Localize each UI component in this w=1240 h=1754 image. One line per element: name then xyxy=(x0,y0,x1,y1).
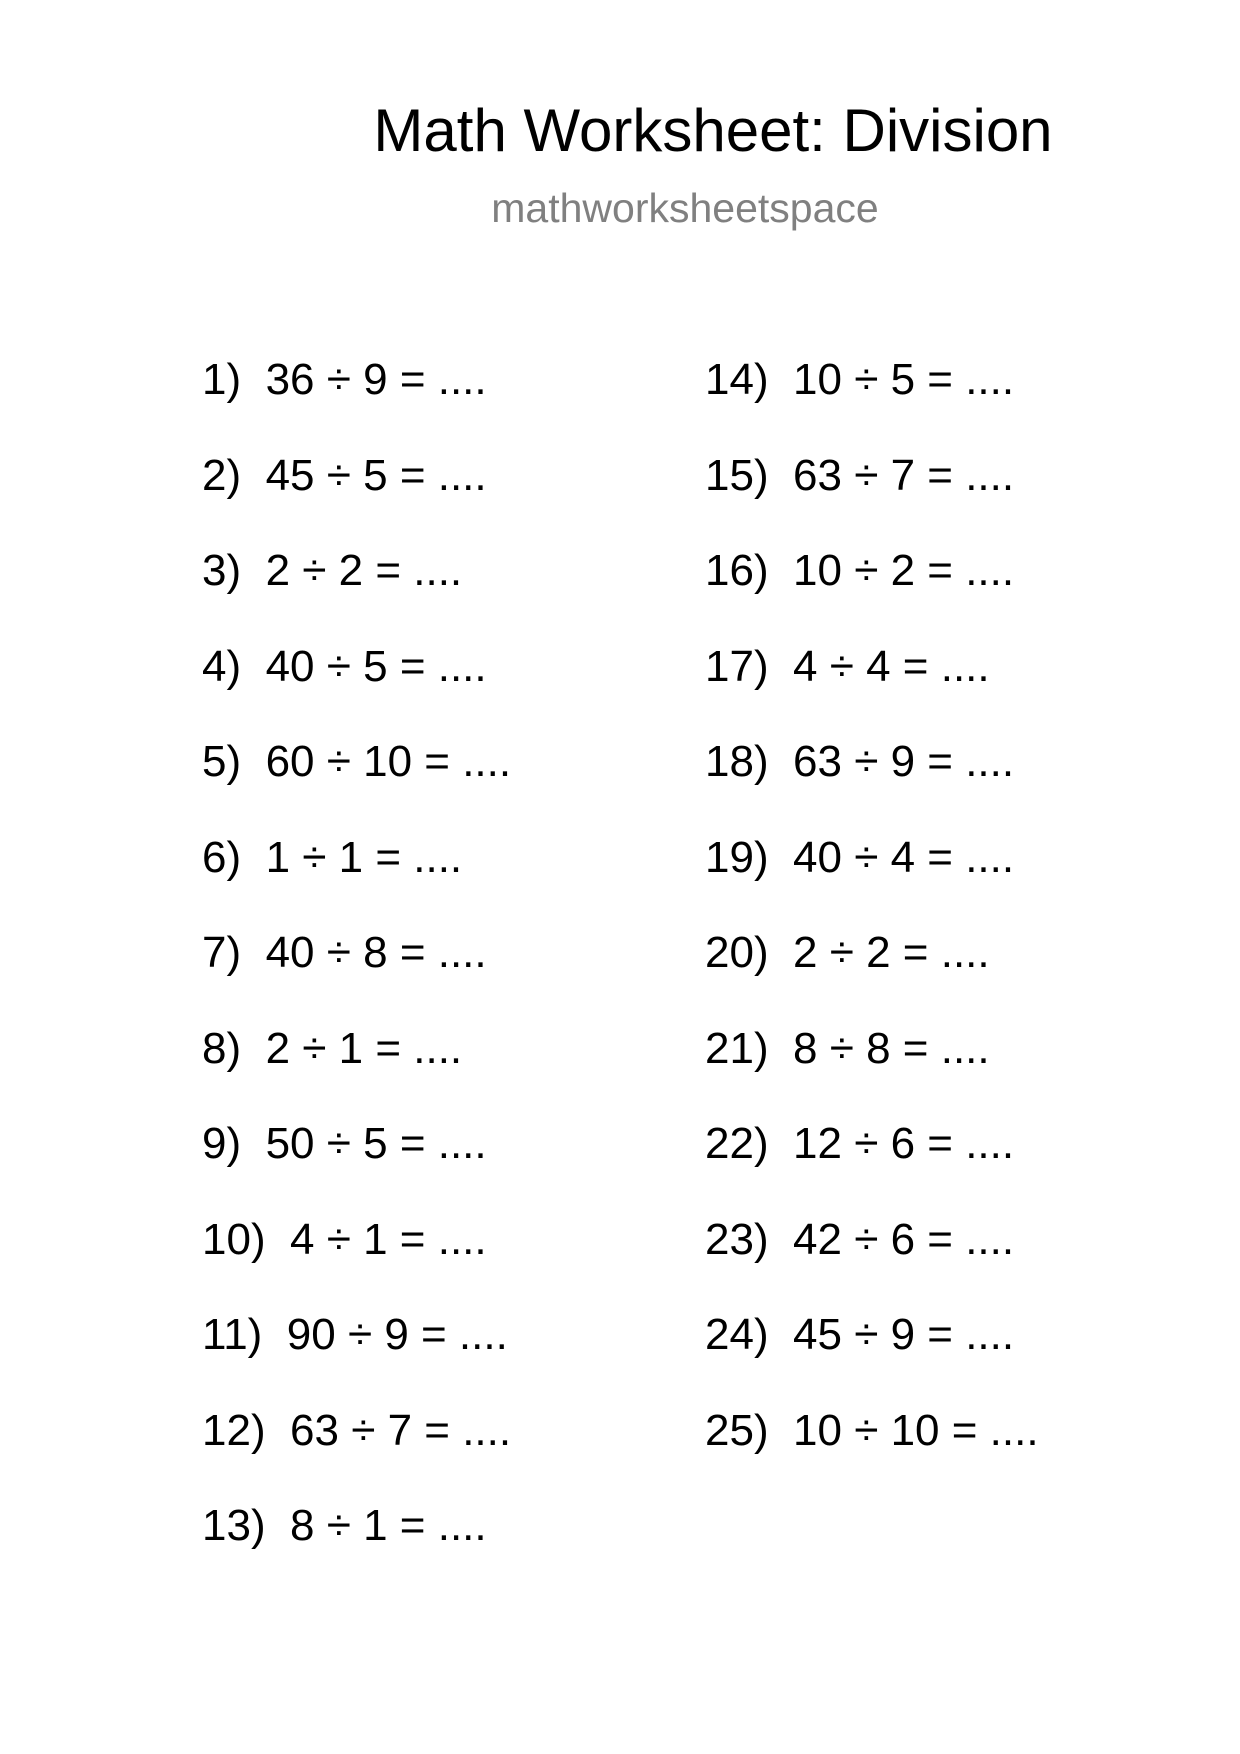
problem-25 xyxy=(705,1403,1039,1499)
problem-number: 22) xyxy=(705,1119,769,1168)
problem-number: 1) xyxy=(202,355,242,404)
problem-expression: 63 ÷ 7 = .... xyxy=(793,450,1015,500)
problem-4 xyxy=(202,639,511,735)
problem-23 xyxy=(705,1212,1039,1308)
problem-number: 18) xyxy=(705,737,769,786)
problem-expression: 12 ÷ 6 = .... xyxy=(793,1119,1015,1168)
problem-number: 6) xyxy=(202,832,242,882)
problem-number: 16) xyxy=(705,546,769,595)
problem-number: 25) xyxy=(705,1405,769,1455)
problem-1 xyxy=(202,352,511,448)
problem-expression: 60 ÷ 10 = .... xyxy=(265,737,512,786)
problem-16 xyxy=(705,543,1039,639)
problem-number: 11) xyxy=(202,1310,263,1359)
problem-12 xyxy=(202,1403,511,1499)
problem-expression: 45 ÷ 9 = .... xyxy=(793,1310,1015,1359)
problem-expression: 10 ÷ 2 = .... xyxy=(793,546,1015,595)
problems-left-column xyxy=(202,352,511,1594)
problem-22 xyxy=(705,1116,1039,1212)
problem-2 xyxy=(202,448,511,544)
problem-number: 17) xyxy=(705,641,769,691)
worksheet-subtitle: mathworksheetspace xyxy=(491,185,879,231)
problem-14 xyxy=(705,352,1039,448)
problem-expression: 45 ÷ 5 = .... xyxy=(265,450,487,500)
problem-number: 10) xyxy=(202,1214,266,1264)
problem-8 xyxy=(202,1021,511,1117)
problem-number: 12) xyxy=(202,1405,266,1455)
problem-expression: 4 ÷ 4 = .... xyxy=(793,641,990,691)
problem-number: 21) xyxy=(705,1023,769,1073)
problem-7 xyxy=(202,925,511,1021)
problem-19 xyxy=(705,830,1039,926)
problem-number: 13) xyxy=(202,1501,266,1550)
problem-expression: 40 ÷ 8 = .... xyxy=(265,928,487,977)
problem-9 xyxy=(202,1116,511,1212)
problem-24 xyxy=(705,1307,1039,1403)
problem-number: 3) xyxy=(202,546,242,595)
problem-expression: 42 ÷ 6 = .... xyxy=(793,1214,1015,1264)
problem-expression: 2 ÷ 1 = .... xyxy=(265,1023,463,1073)
problem-expression: 63 ÷ 9 = .... xyxy=(793,737,1015,786)
problem-expression: 63 ÷ 7 = .... xyxy=(290,1405,512,1455)
problem-number: 7) xyxy=(202,928,242,977)
problem-expression: 4 ÷ 1 = .... xyxy=(290,1214,487,1264)
problem-21 xyxy=(705,1021,1039,1117)
problem-18 xyxy=(705,734,1039,830)
problem-number: 4) xyxy=(202,641,242,691)
worksheet-title: Math Worksheet: Division xyxy=(373,97,1053,164)
problem-13 xyxy=(202,1498,511,1594)
problem-number: 23) xyxy=(705,1214,769,1264)
problem-3 xyxy=(202,543,511,639)
problem-expression: 2 ÷ 2 = .... xyxy=(793,928,990,977)
problem-number: 24) xyxy=(705,1310,769,1359)
problem-17 xyxy=(705,639,1039,735)
problems-right-column xyxy=(705,352,1039,1498)
problem-expression: 50 ÷ 5 = .... xyxy=(265,1119,487,1168)
problem-expression: 36 ÷ 9 = .... xyxy=(265,355,487,404)
problem-number: 8) xyxy=(202,1023,242,1073)
problem-6 xyxy=(202,830,511,926)
problem-number: 2) xyxy=(202,450,242,500)
problem-expression: 8 ÷ 1 = .... xyxy=(290,1501,487,1550)
problem-expression: 40 ÷ 5 = .... xyxy=(265,641,487,691)
problem-expression: 8 ÷ 8 = .... xyxy=(793,1023,990,1073)
problem-5 xyxy=(202,734,511,830)
problem-expression: 10 ÷ 10 = .... xyxy=(793,1405,1039,1455)
problem-number: 19) xyxy=(705,832,769,882)
problem-10 xyxy=(202,1212,511,1308)
problem-number: 14) xyxy=(705,355,769,404)
problem-number: 9) xyxy=(202,1119,242,1168)
problem-20 xyxy=(705,925,1039,1021)
problem-15 xyxy=(705,448,1039,544)
problem-expression: 2 ÷ 2 = .... xyxy=(265,546,463,595)
problem-expression: 40 ÷ 4 = .... xyxy=(793,832,1015,882)
problem-number: 15) xyxy=(705,450,769,500)
problem-number: 20) xyxy=(705,928,769,977)
problem-expression: 90 ÷ 9 = .... xyxy=(286,1310,508,1359)
problem-expression: 10 ÷ 5 = .... xyxy=(793,355,1015,404)
problem-number: 5) xyxy=(202,737,242,786)
problem-11 xyxy=(202,1307,511,1403)
problem-expression: 1 ÷ 1 = .... xyxy=(265,832,463,882)
